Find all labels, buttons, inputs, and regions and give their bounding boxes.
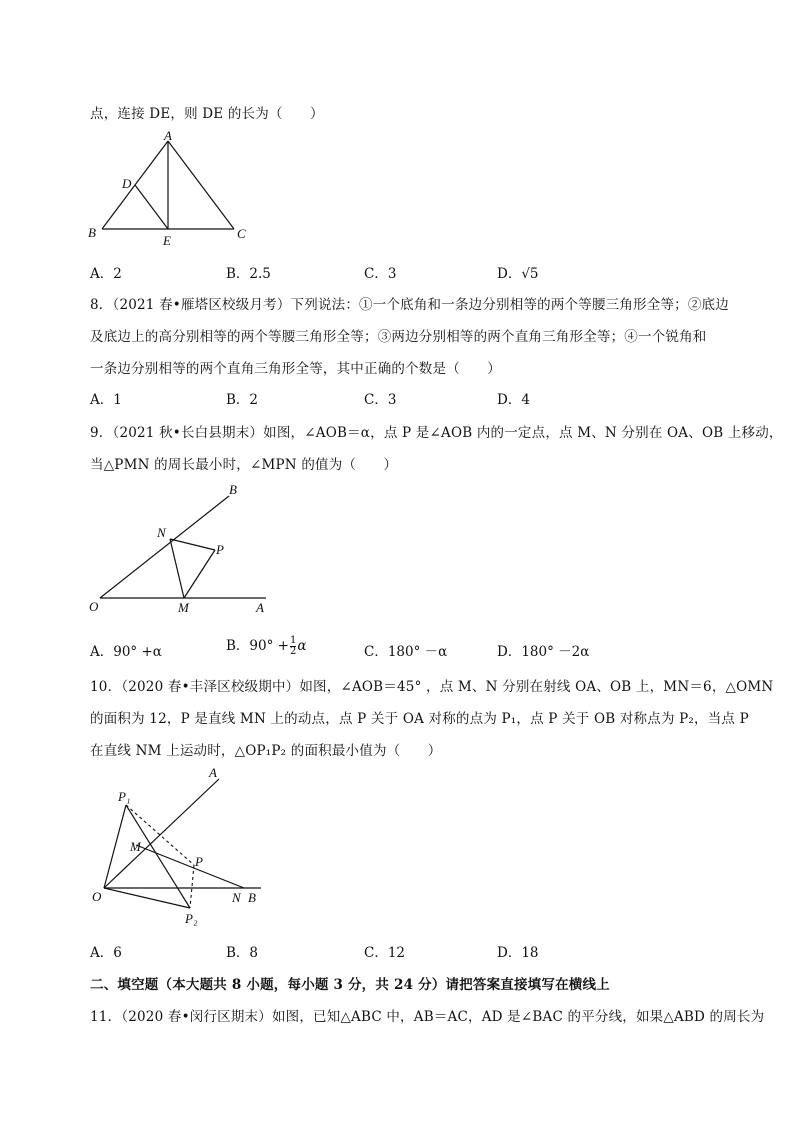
q9-option-b[interactable]: [226, 634, 306, 657]
q9-segment-np: [170, 539, 215, 550]
q10-label-a: A: [209, 765, 217, 780]
q7-side-ac: [168, 141, 234, 229]
q10-option-a[interactable]: A．6: [90, 945, 122, 961]
q10-option-d[interactable]: D．18: [497, 945, 539, 961]
q8-option-b[interactable]: B．2: [226, 392, 259, 408]
q8-option-d[interactable]: D．4: [497, 392, 530, 408]
q9-option-a[interactable]: A．90° +α: [90, 644, 162, 660]
q7-label-c: C: [237, 226, 246, 241]
q10-segment-op1: [104, 805, 126, 888]
q7-segment-de: [135, 185, 168, 229]
q9-segment-pm: [184, 550, 215, 598]
q9-label-a: A: [256, 600, 264, 615]
q9-option-b-prefix: B．90° +: [226, 638, 289, 654]
q10-option-b[interactable]: B．8: [226, 945, 259, 961]
q9-label-n: N: [157, 525, 166, 540]
q9-option-b-fraction: [290, 636, 296, 657]
q7-label-d: D: [122, 176, 132, 191]
q8-option-c[interactable]: C．3: [364, 392, 397, 408]
q9-label-p: P: [216, 542, 224, 557]
q9-fraction-numerator: 1: [289, 635, 297, 646]
q9-line-2: 当△PMN 的周长最小时，∠MPN 的值为（ ）: [90, 457, 398, 473]
q7-option-b[interactable]: B．2.5: [226, 266, 271, 282]
q10-label-p1: P₁: [118, 789, 131, 804]
q10-line-1: 10．（2020 春•丰泽区校级期中）如图，∠AOB＝45° ，点 M、N 分别在射线 OA、OB 上，MN＝6，△OMN: [90, 679, 774, 695]
q7-option-d[interactable]: D．√5: [497, 266, 539, 282]
q10-line-mn: [136, 845, 244, 888]
q8-line-3: 一条边分别相等的两个直角三角形全等，其中正确的个数是（ ）: [90, 361, 501, 377]
q10-label-b: B: [248, 890, 256, 905]
q7-figure: [84, 130, 254, 250]
q10-figure: [84, 765, 274, 930]
q10-line-2: 的面积为 12，P 是直线 MN 上的动点，点 P 关于 OA 对称的点为 P₁，点 P 关于 OB 对称点为 P₂，当点 P: [90, 711, 749, 727]
q9-label-b: B: [229, 482, 237, 497]
q8-option-a[interactable]: A．1: [90, 392, 122, 408]
q9-option-c[interactable]: C．180° －α: [364, 644, 448, 660]
q10-label-o: O: [92, 889, 102, 904]
q7-stem: 点，连接 DE，则 DE 的长为（ ）: [90, 106, 324, 122]
q9-label-o: O: [89, 599, 99, 614]
q7-label-b: B: [88, 225, 96, 240]
q8-line-1: 8．（2021 春•雁塔区校级月考）下列说法：①一个底角和一条边分别相等的两个等腰三角形全等；②底边: [90, 297, 729, 313]
q7-option-a[interactable]: A．2: [90, 266, 122, 282]
q11-line-1: 11．（2020 春•闵行区期末）如图，已知△ABC 中，AB＝AC，AD 是∠BAC 的平分线，如果△ABD 的周长为: [90, 1009, 765, 1025]
q7-label-a: A: [164, 130, 172, 143]
q10-option-c[interactable]: C．12: [364, 945, 406, 961]
q10-label-p2: P₂: [185, 911, 198, 926]
q10-label-n: N: [232, 890, 241, 905]
q9-figure: [84, 480, 284, 615]
q9-label-m: M: [178, 600, 189, 615]
q7-option-c[interactable]: C．3: [364, 266, 397, 282]
q7-label-e: E: [163, 233, 171, 248]
q9-segment-nm: [170, 539, 184, 598]
q10-line-3: 在直线 NM 上运动时，△OP₁P₂ 的面积最小值为（ ）: [90, 743, 442, 759]
q10-segment-p1p2: [126, 805, 190, 908]
q10-dashed-pp2: [190, 865, 194, 908]
q9-option-d[interactable]: D．180° －2α: [497, 644, 590, 660]
q10-segment-op2: [104, 888, 190, 908]
q10-label-m: M: [130, 839, 141, 854]
q9-line-1: 9．（2021 秋•长白县期末）如图，∠AOB＝α，点 P 是∠AOB 内的一定点，点 M、N 分别在 OA、OB 上移动，: [90, 425, 783, 441]
q10-label-p: P: [195, 854, 203, 869]
q9-ray-ob: [100, 496, 229, 598]
q8-line-2: 及底边上的高分别相等的两个等腰三角形全等；③两边分别相等的两个直角三角形全等；④一个锐角和: [90, 329, 707, 345]
q9-option-b-suffix: α: [297, 638, 307, 654]
q9-fraction-denominator: 2: [289, 646, 297, 657]
section-heading: 二、填空题（本大题共 8 小题，每小题 3 分，共 24 分）请把答案直接填写在横线上: [90, 977, 610, 993]
